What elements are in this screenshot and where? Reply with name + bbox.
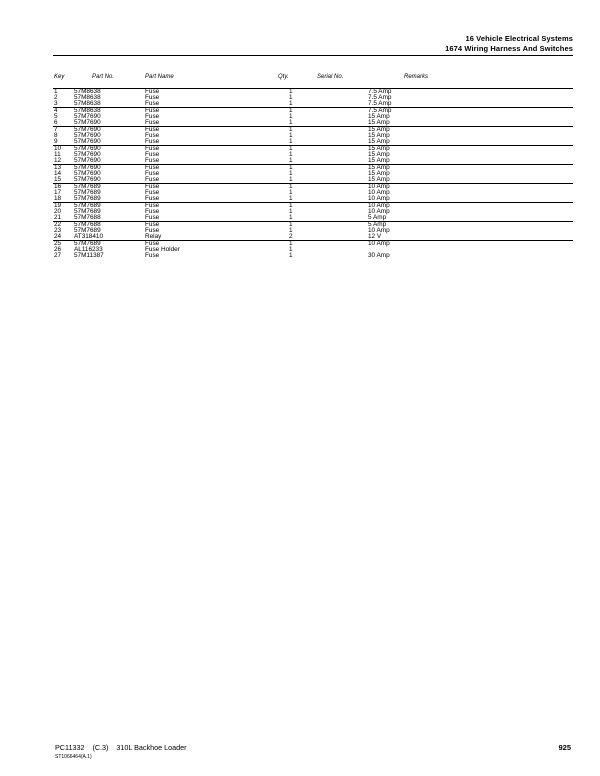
row-part-name: Fuse: [145, 126, 160, 133]
row-part-no: AT318410: [74, 233, 104, 240]
row-part-name: Fuse: [145, 157, 160, 164]
row-remarks: 15 Amp: [368, 119, 390, 126]
row-key: 6: [54, 119, 58, 126]
column-header-serial-no: Serial No.: [317, 74, 344, 80]
row-key: 10: [54, 145, 62, 152]
row-qty: 1: [289, 183, 293, 190]
row-part-no: 57M8638: [74, 94, 101, 101]
row-part-name: Fuse: [145, 138, 160, 145]
row-key: 24: [54, 233, 62, 240]
part-group: [53, 107, 573, 126]
row-remarks: 15 Amp: [368, 170, 390, 177]
row-key: 3: [54, 100, 58, 107]
row-part-name: Fuse: [145, 252, 160, 259]
row-part-name: Fuse: [145, 240, 160, 247]
row-key: 19: [54, 202, 62, 209]
page-number: 925: [558, 743, 571, 752]
row-qty: 1: [289, 202, 293, 209]
subsection-title: 1674 Wiring Harness And Switches: [445, 43, 573, 53]
row-part-no: 57M8638: [74, 88, 101, 95]
header-divider: [53, 55, 573, 56]
row-part-no: 57M8638: [74, 100, 101, 107]
row-remarks: 7.5 Amp: [368, 107, 392, 114]
column-header-key: Key: [54, 74, 65, 80]
row-part-no: 57M7690: [74, 113, 101, 120]
row-part-name: Fuse: [145, 170, 160, 177]
row-qty: 1: [289, 88, 293, 95]
row-part-name: Fuse: [145, 176, 160, 183]
row-part-name: Fuse Holder: [145, 246, 180, 253]
row-part-no: 57M7688: [74, 214, 101, 221]
row-remarks: 7.5 Amp: [368, 100, 392, 107]
row-qty: 1: [289, 113, 293, 120]
row-part-name: Fuse: [145, 94, 160, 101]
row-part-no: 57M7689: [74, 183, 101, 190]
section-title: 16 Vehicle Electrical Systems: [465, 34, 573, 43]
row-part-no: 57M7690: [74, 151, 101, 158]
row-part-no: 57M7689: [74, 202, 101, 209]
row-part-no: 57M7690: [74, 157, 101, 164]
row-key: 18: [54, 195, 62, 202]
row-remarks: 10 Amp: [368, 227, 390, 234]
row-qty: 1: [289, 227, 293, 234]
row-part-name: Fuse: [145, 164, 160, 171]
row-key: 13: [54, 164, 62, 171]
row-qty: 1: [289, 246, 293, 253]
row-qty: 1: [289, 195, 293, 202]
part-group: [53, 183, 573, 202]
row-remarks: 10 Amp: [368, 202, 390, 209]
row-qty: 1: [289, 164, 293, 171]
parts-table: [53, 88, 573, 259]
row-part-no: 57M8638: [74, 107, 101, 114]
row-key: 2: [54, 94, 58, 101]
row-part-no: 57M7689: [74, 195, 101, 202]
row-part-name: Fuse: [145, 227, 160, 234]
row-remarks: 5 Amp: [368, 221, 387, 228]
row-remarks: 7.5 Amp: [368, 94, 392, 101]
footer-sub-code: ST1066464(A.1): [55, 754, 92, 760]
part-group: [53, 221, 573, 240]
row-part-name: Relay: [145, 233, 162, 240]
part-group: [53, 240, 573, 259]
row-part-name: Fuse: [145, 119, 160, 126]
row-qty: 1: [289, 240, 293, 247]
row-part-no: 57M7690: [74, 164, 101, 171]
row-key: 20: [54, 208, 62, 215]
row-qty: 1: [289, 208, 293, 215]
row-part-name: Fuse: [145, 113, 160, 120]
row-key: 8: [54, 132, 58, 139]
row-part-no: 57M7690: [74, 119, 101, 126]
row-part-no: 57M7690: [74, 132, 101, 139]
row-part-no: AL116233: [74, 246, 103, 253]
row-part-name: Fuse: [145, 107, 160, 114]
part-group: [53, 88, 573, 107]
row-part-name: Fuse: [145, 214, 160, 221]
row-qty: 1: [289, 214, 293, 221]
row-remarks: 15 Amp: [368, 126, 390, 133]
row-qty: 2: [289, 233, 293, 240]
row-part-no: 57M7689: [74, 227, 101, 234]
row-part-no: 57M11387: [74, 252, 104, 259]
row-qty: 1: [289, 94, 293, 101]
column-header-remarks: Remarks: [404, 74, 429, 80]
row-key: 4: [54, 107, 58, 114]
row-key: 17: [54, 189, 62, 196]
row-remarks: 10 Amp: [368, 189, 390, 196]
row-key: 26: [54, 246, 62, 253]
row-remarks: 7.5 Amp: [368, 88, 392, 95]
row-part-no: 57M7690: [74, 145, 101, 152]
row-qty: 1: [289, 221, 293, 228]
part-group: [53, 145, 573, 164]
column-header-qty: Qty.: [278, 74, 289, 80]
row-part-name: Fuse: [145, 132, 160, 139]
row-remarks: 15 Amp: [368, 157, 390, 164]
row-part-name: Fuse: [145, 195, 160, 202]
row-part-name: Fuse: [145, 183, 160, 190]
row-remarks: 10 Amp: [368, 183, 390, 190]
row-qty: 1: [289, 126, 293, 133]
row-part-no: 57M7690: [74, 176, 101, 183]
row-remarks: 12 V: [368, 233, 382, 240]
row-key: 9: [54, 138, 58, 145]
row-key: 7: [54, 126, 58, 133]
row-qty: 1: [289, 138, 293, 145]
row-part-no: 57M7690: [74, 138, 101, 145]
row-qty: 1: [289, 157, 293, 164]
footer-doc-number: PC11332: [55, 743, 85, 752]
row-part-name: Fuse: [145, 88, 160, 95]
row-part-no: 57M7689: [74, 189, 101, 196]
row-key: 22: [54, 221, 62, 228]
column-header-part-no: Part No.: [92, 74, 115, 80]
row-qty: 1: [289, 100, 293, 107]
part-group: [53, 164, 573, 183]
row-remarks: 15 Amp: [368, 145, 390, 152]
row-key: 5: [54, 113, 58, 120]
row-part-name: Fuse: [145, 208, 160, 215]
row-part-name: Fuse: [145, 100, 160, 107]
row-remarks: 15 Amp: [368, 151, 390, 158]
row-key: 11: [54, 151, 61, 158]
row-part-no: 57M7689: [74, 208, 101, 215]
row-remarks: 15 Amp: [368, 132, 390, 139]
row-part-no: 57M7690: [74, 126, 101, 133]
row-remarks: 10 Amp: [368, 240, 390, 247]
row-part-name: Fuse: [145, 145, 160, 152]
row-part-no: 57M7689: [74, 240, 101, 247]
row-key: 15: [54, 176, 62, 183]
footer-revision: (C.3): [92, 743, 109, 752]
part-group: [53, 202, 573, 221]
row-key: 12: [54, 157, 62, 164]
row-qty: 1: [289, 107, 293, 114]
row-key: 25: [54, 240, 62, 247]
row-key: 1: [54, 88, 58, 95]
row-key: 16: [54, 183, 62, 190]
table-row: [53, 253, 573, 259]
row-part-no: 57M7688: [74, 221, 101, 228]
row-remarks: 5 Amp: [368, 214, 387, 221]
row-remarks: 15 Amp: [368, 138, 390, 145]
row-remarks: 30 Amp: [368, 252, 390, 259]
row-qty: 1: [289, 170, 293, 177]
row-qty: 1: [289, 189, 293, 196]
row-remarks: 15 Amp: [368, 176, 390, 183]
footer-model: 310L Backhoe Loader: [116, 743, 187, 752]
row-qty: 1: [289, 145, 293, 152]
row-part-no: 57M7690: [74, 170, 101, 177]
page-header: [445, 34, 573, 53]
row-qty: 1: [289, 252, 293, 259]
row-part-name: Fuse: [145, 151, 160, 158]
row-part-name: Fuse: [145, 189, 160, 196]
row-qty: 1: [289, 151, 293, 158]
row-qty: 1: [289, 132, 293, 139]
part-group: [53, 126, 573, 145]
row-key: 14: [54, 170, 62, 177]
row-remarks: 15 Amp: [368, 113, 390, 120]
row-remarks: 10 Amp: [368, 208, 390, 215]
row-qty: 1: [289, 176, 293, 183]
row-remarks: 10 Amp: [368, 195, 390, 202]
row-key: 27: [54, 252, 62, 259]
row-part-name: Fuse: [145, 202, 160, 209]
footer-doc-info: [55, 744, 193, 752]
row-part-name: Fuse: [145, 221, 160, 228]
row-remarks: 15 Amp: [368, 164, 390, 171]
row-qty: 1: [289, 119, 293, 126]
row-key: 23: [54, 227, 62, 234]
row-key: 21: [54, 214, 62, 221]
column-header-part-name: Part Name: [145, 74, 174, 80]
